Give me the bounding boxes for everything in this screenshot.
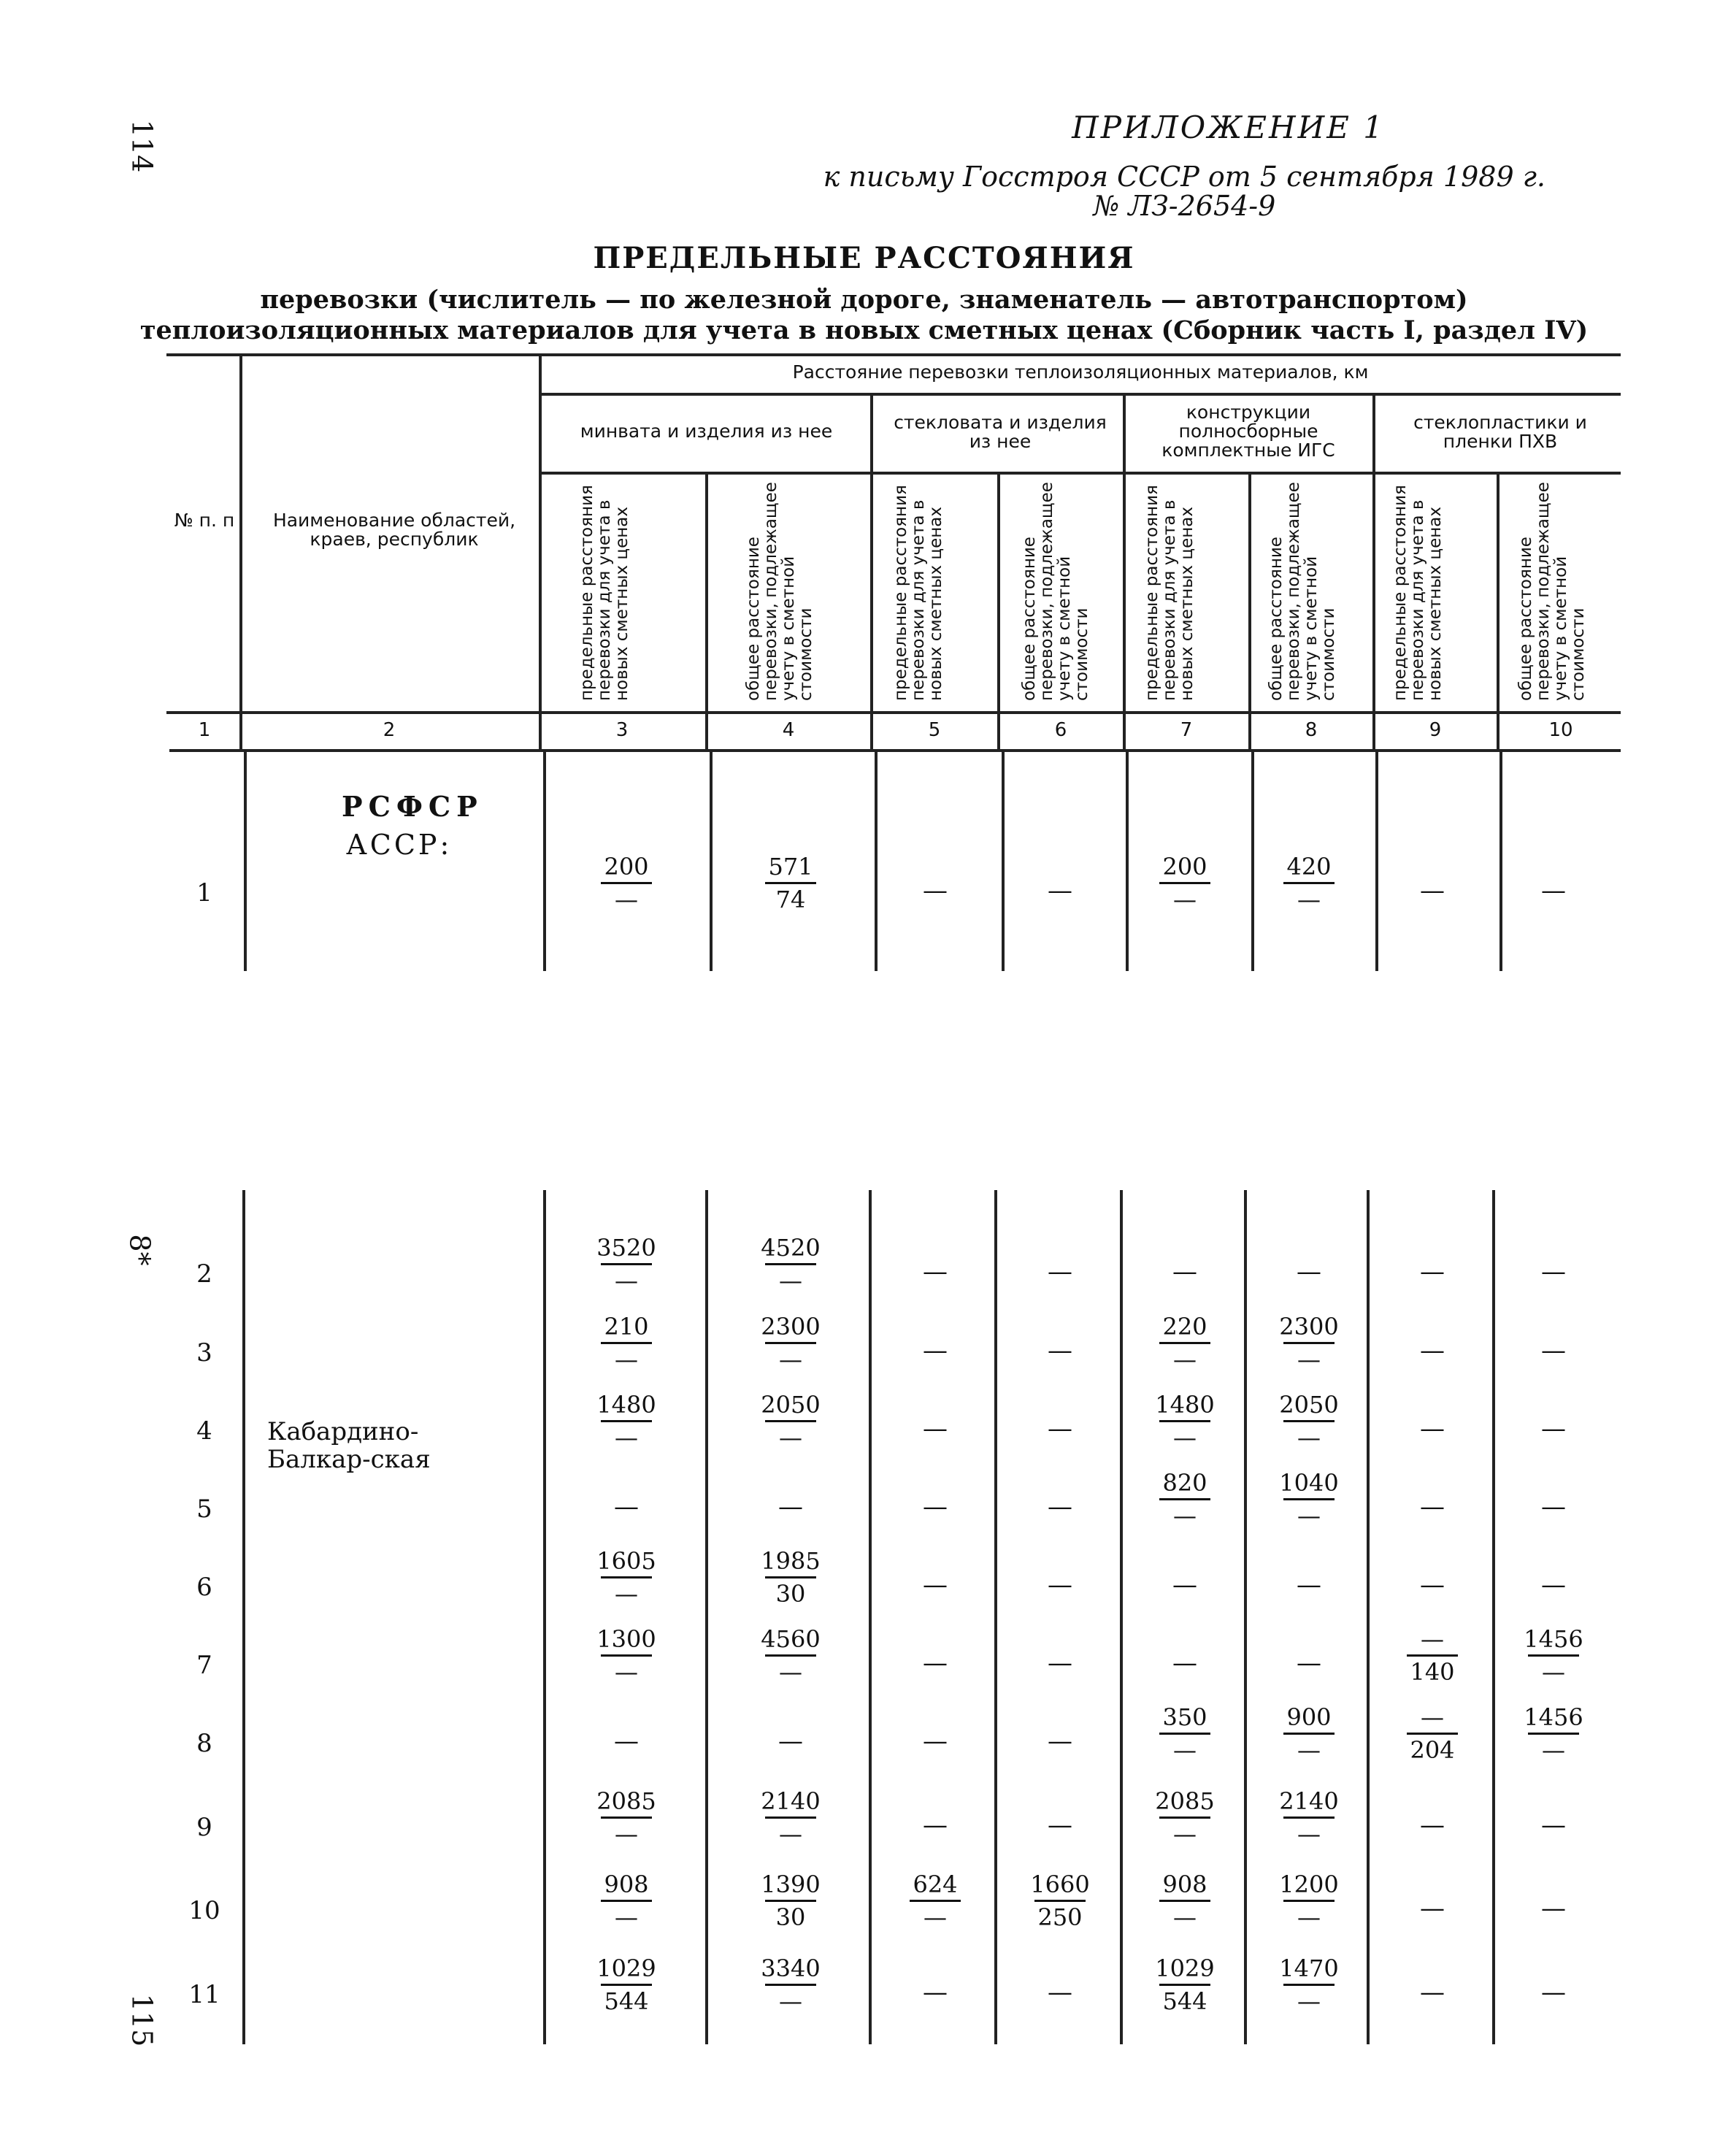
numerator-rail: 200 — [1162, 853, 1207, 881]
row-number: 9 — [196, 1813, 212, 1842]
numerator-rail: 220 — [1162, 1313, 1207, 1340]
fraction-cell — [1262, 1389, 1356, 1453]
vline-9 — [1497, 472, 1499, 749]
fraction-cell — [579, 851, 674, 915]
denominator-road: 140 — [1410, 1658, 1455, 1686]
denominator-road: — — [1173, 1346, 1197, 1373]
numerator-rail: 1985 — [761, 1547, 821, 1575]
empty-cell-dash: — — [1048, 1492, 1072, 1522]
denominator-road: — — [1542, 1658, 1565, 1686]
row-number: 6 — [196, 1573, 212, 1602]
denominator-road: — — [1173, 1903, 1197, 1931]
letter-reference — [823, 162, 1545, 220]
document-title: ПРЕДЕЛЬНЫЕ РАССТОЯНИЯ — [593, 241, 1135, 275]
denominator-road: — — [1297, 1346, 1321, 1373]
empty-cell-dash: — — [1420, 1978, 1445, 2007]
row-number: 8 — [196, 1729, 212, 1758]
b1-v8 — [1375, 752, 1378, 971]
empty-cell-dash: — — [1297, 1649, 1321, 1678]
empty-cell-dash: — — [1541, 1414, 1566, 1443]
b1-v4 — [875, 752, 878, 971]
fraction-cell — [1137, 1869, 1232, 1933]
empty-cell-dash: — — [1048, 1570, 1072, 1600]
empty-cell-dash: — — [778, 1727, 803, 1756]
empty-cell-dash: — — [1048, 1978, 1072, 2007]
colnum-8: 8 — [1305, 719, 1318, 741]
empty-cell-dash: — — [1541, 876, 1566, 905]
denominator-road: — — [1297, 1502, 1321, 1530]
fraction-cell — [743, 1389, 838, 1453]
numerator-rail: 2050 — [1279, 1391, 1339, 1419]
denominator-road: — — [1297, 1424, 1321, 1451]
colnum-4: 4 — [782, 719, 795, 741]
b2-v9 — [1492, 1190, 1495, 2044]
fraction-cell — [579, 1953, 674, 2017]
empty-cell-dash: — — [1541, 1894, 1566, 1923]
numerator-rail: 1660 — [1030, 1871, 1090, 1898]
denominator-road: 30 — [775, 1903, 806, 1931]
denominator-road: — — [615, 1658, 638, 1686]
group-igs: конструкции полносборные комплектные ИГС — [1161, 402, 1335, 461]
b2-v6 — [1120, 1190, 1123, 2044]
denominator-road: 250 — [1037, 1903, 1083, 1931]
numerator-rail: 2085 — [1155, 1787, 1215, 1815]
section-assr: АССР: — [346, 829, 453, 861]
denominator-road: — — [779, 1658, 802, 1686]
b2-v5 — [994, 1190, 997, 2044]
numerator-rail: 571 — [768, 853, 813, 881]
fraction-cell — [1385, 1702, 1480, 1765]
fraction-cell — [1137, 1702, 1232, 1765]
empty-cell-dash: — — [1048, 1414, 1072, 1443]
denominator-road: — — [1297, 1903, 1321, 1931]
empty-cell-dash: — — [1541, 1492, 1566, 1522]
denominator-road: — — [1297, 1987, 1321, 2015]
denominator-road: — — [615, 1903, 638, 1931]
numerator-rail: 1480 — [1155, 1391, 1215, 1419]
rule-colnums-bottom — [169, 749, 1621, 752]
empty-cell-dash: — — [1541, 1336, 1566, 1365]
b1-v2 — [543, 752, 546, 971]
row-number: 5 — [196, 1495, 212, 1524]
empty-cell-dash: — — [1420, 1336, 1445, 1365]
fraction-cell — [888, 1869, 983, 1933]
letter-ref-line2: № ЛЗ-2654-9 — [1093, 190, 1276, 222]
fraction-cell — [1262, 851, 1356, 915]
vline-3 — [705, 472, 708, 749]
numerator-rail: 1456 — [1524, 1703, 1583, 1731]
b1-v9 — [1499, 752, 1502, 971]
document-subtitle — [0, 285, 1728, 346]
sub-7: предельные расстояния перевозки для учета в новых сметных ценах — [1143, 485, 1197, 701]
b2-v4 — [869, 1190, 872, 2044]
fraction-cell — [743, 1311, 838, 1375]
colnum-2: 2 — [383, 719, 396, 741]
denominator-road: 204 — [1410, 1736, 1455, 1764]
empty-cell-dash: — — [1420, 1492, 1445, 1522]
fraction-cell — [1262, 1468, 1356, 1531]
fraction-cell — [1262, 1311, 1356, 1375]
b2-v1 — [242, 1190, 245, 2044]
fraction-cell — [579, 1786, 674, 1849]
row-region-name: Кабардино-Балкар-ская — [267, 1417, 431, 1474]
empty-cell-dash: — — [923, 1257, 948, 1286]
denominator-road: 30 — [775, 1580, 806, 1608]
row-number: 2 — [196, 1259, 212, 1289]
empty-cell-dash: — — [614, 1727, 639, 1756]
numerator-rail: 420 — [1286, 853, 1332, 881]
numerator-rail: 624 — [913, 1871, 958, 1898]
numerator-rail: 900 — [1286, 1703, 1332, 1731]
fraction-cell — [743, 1232, 838, 1296]
colnum-7: 7 — [1180, 719, 1193, 741]
b1-v1 — [244, 752, 247, 971]
numerator-rail: 1029 — [1155, 1954, 1215, 1982]
denominator-road: — — [615, 1267, 638, 1294]
fraction-cell — [579, 1232, 674, 1296]
empty-cell-dash: — — [1420, 876, 1445, 905]
fraction-cell — [743, 1624, 838, 1687]
super-header: Расстояние перевозки теплоизоляционных материалов, км — [792, 361, 1369, 383]
numerator-rail: 1456 — [1524, 1625, 1583, 1653]
denominator-road: — — [1173, 1736, 1197, 1764]
empty-cell-dash: — — [1541, 1257, 1566, 1286]
fraction-cell — [1137, 1468, 1232, 1531]
row-number: 1 — [196, 878, 212, 908]
fraction-cell — [579, 1389, 674, 1453]
numerator-rail: 2300 — [761, 1313, 821, 1340]
numerator-rail: 1605 — [596, 1547, 656, 1575]
subtitle-line2: теплоизоляционных материалов для учета в новых сметных ценах (Сборник часть I, раздел IV) — [139, 315, 1589, 345]
empty-cell-dash: — — [1420, 1257, 1445, 1286]
fraction-cell — [743, 1546, 838, 1609]
fraction-cell — [743, 851, 838, 915]
colnum-9: 9 — [1429, 719, 1442, 741]
numerator-rail: 1390 — [761, 1871, 821, 1898]
empty-cell-dash: — — [1048, 1257, 1072, 1286]
denominator-road: 544 — [604, 1987, 649, 2015]
numerator-rail: 1040 — [1279, 1469, 1339, 1497]
fraction-cell — [1385, 1624, 1480, 1687]
fraction-cell — [743, 1953, 838, 2017]
empty-cell-dash: — — [1048, 876, 1072, 905]
col-no-header: № п. п — [174, 510, 235, 531]
fraction-cell — [1137, 1389, 1232, 1453]
left-page-number: 114 — [126, 119, 158, 173]
sub-8: общее расстояние перевозки, подлежащее учету в сметной стоимости — [1267, 482, 1338, 701]
numerator-rail: 820 — [1162, 1469, 1207, 1497]
numerator-rail: 1029 — [596, 1954, 656, 1982]
numerator-rail: 3520 — [596, 1234, 656, 1262]
empty-cell-dash: — — [923, 1492, 948, 1522]
denominator-road: — — [779, 1987, 802, 2015]
denominator-road: — — [1297, 886, 1321, 913]
fraction-cell — [1262, 1786, 1356, 1849]
colnum-1: 1 — [198, 719, 211, 741]
numerator-rail: 4520 — [761, 1234, 821, 1262]
numerator-rail: 908 — [1162, 1871, 1207, 1898]
subtitle-line1: перевозки (числитель — по железной дороге, знаменатель — автотранспортом) — [260, 285, 1468, 315]
sub-4: общее расстояние перевозки, подлежащее учету в сметной стоимости — [744, 482, 815, 701]
fraction-cell — [1137, 851, 1232, 915]
denominator-road: — — [1542, 1736, 1565, 1764]
fraction-cell — [1262, 1869, 1356, 1933]
denominator-road: — — [615, 1424, 638, 1451]
row-number: 11 — [188, 1980, 220, 2009]
row-number: 7 — [196, 1651, 212, 1680]
empty-cell-dash: — — [923, 876, 948, 905]
right-page-number: 115 — [126, 1993, 158, 2047]
group-pvc: стеклопластики и пленки ПХВ — [1413, 412, 1587, 452]
denominator-road: — — [615, 1346, 638, 1373]
sub-3: предельные расстояния перевозки для учета в новых сметных ценах — [577, 485, 631, 701]
sub-9: предельные расстояния перевозки для учета в новых сметных ценах — [1391, 485, 1445, 701]
numerator-rail: 2140 — [761, 1787, 821, 1815]
colnum-5: 5 — [928, 719, 941, 741]
colnum-3: 3 — [615, 719, 629, 741]
numerator-rail: 350 — [1162, 1703, 1207, 1731]
numerator-rail: 3340 — [761, 1954, 821, 1982]
fraction-cell — [579, 1869, 674, 1933]
numerator-rail: — — [1421, 1703, 1444, 1731]
empty-cell-dash: — — [923, 1414, 948, 1443]
b2-v7 — [1244, 1190, 1247, 2044]
letter-ref-line1: к письму Госстроя СССР от 5 сентября 1989 г. — [823, 161, 1545, 193]
vline-5 — [997, 472, 1000, 749]
row-number: 4 — [196, 1416, 212, 1446]
denominator-road: — — [779, 1424, 802, 1451]
empty-cell-dash: — — [1172, 1570, 1197, 1600]
numerator-rail: 1300 — [596, 1625, 656, 1653]
empty-cell-dash: — — [1172, 1649, 1197, 1678]
empty-cell-dash: — — [923, 1811, 948, 1840]
denominator-road: — — [1297, 1820, 1321, 1848]
empty-cell-dash: — — [1420, 1894, 1445, 1923]
numerator-rail: 2050 — [761, 1391, 821, 1419]
fraction-cell — [1137, 1786, 1232, 1849]
empty-cell-dash: — — [1541, 1570, 1566, 1600]
denominator-road: 544 — [1162, 1987, 1207, 2015]
vline-4 — [870, 394, 873, 749]
fraction-cell — [1262, 1702, 1356, 1765]
numerator-rail: 1200 — [1279, 1871, 1339, 1898]
colnum-10: 10 — [1548, 719, 1573, 741]
empty-cell-dash: — — [1048, 1649, 1072, 1678]
vline-8 — [1372, 394, 1375, 749]
numerator-rail: — — [1421, 1625, 1444, 1653]
empty-cell-dash: — — [1420, 1811, 1445, 1840]
denominator-road: 74 — [775, 886, 806, 913]
rule-top — [166, 353, 1621, 356]
vline-7 — [1248, 472, 1251, 749]
vline-6 — [1123, 394, 1126, 749]
fraction-cell — [1262, 1953, 1356, 2017]
row-number: 10 — [188, 1896, 220, 1925]
sub-10: общее расстояние перевозки, подлежащее учету в сметной стоимости — [1516, 482, 1588, 701]
empty-cell-dash: — — [1172, 1257, 1197, 1286]
signature-mark: 8* — [123, 1234, 156, 1266]
numerator-rail: 2085 — [596, 1787, 656, 1815]
empty-cell-dash: — — [1297, 1570, 1321, 1600]
denominator-road: — — [615, 1820, 638, 1848]
sub-6: общее расстояние перевозки, подлежащее учету в сметной стоимости — [1020, 482, 1091, 701]
colnum-6: 6 — [1054, 719, 1067, 741]
empty-cell-dash: — — [778, 1492, 803, 1522]
denominator-road: — — [779, 1820, 802, 1848]
empty-cell-dash: — — [1420, 1570, 1445, 1600]
rule-colnums-top — [166, 711, 1621, 714]
b2-v2 — [543, 1190, 546, 2044]
numerator-rail: 2300 — [1279, 1313, 1339, 1340]
b1-v6 — [1126, 752, 1129, 971]
fraction-cell — [1137, 1953, 1232, 2017]
numerator-rail: 908 — [604, 1871, 649, 1898]
fraction-cell — [743, 1869, 838, 1933]
empty-cell-dash: — — [1297, 1257, 1321, 1286]
fraction-cell — [579, 1546, 674, 1609]
vline-2 — [539, 356, 542, 749]
fraction-cell — [1506, 1702, 1601, 1765]
fraction-cell — [579, 1624, 674, 1687]
sub-5: предельные расстояния перевозки для учета в новых сметных ценах — [891, 485, 945, 701]
empty-cell-dash: — — [923, 1727, 948, 1756]
empty-cell-dash: — — [1541, 1978, 1566, 2007]
empty-cell-dash: — — [1048, 1336, 1072, 1365]
b1-v3 — [710, 752, 713, 971]
denominator-road: — — [1173, 1424, 1197, 1451]
numerator-rail: 200 — [604, 853, 649, 881]
fraction-cell — [1137, 1311, 1232, 1375]
numerator-rail: 1480 — [596, 1391, 656, 1419]
appendix-label: ПРИЛОЖЕНИЕ 1 — [1072, 110, 1385, 145]
fraction-cell — [1506, 1624, 1601, 1687]
numerator-rail: 2140 — [1279, 1787, 1339, 1815]
numerator-rail: 210 — [604, 1313, 649, 1340]
group-steklovata: стекловата и изделия из нее — [894, 412, 1107, 452]
vline-1 — [239, 356, 242, 749]
empty-cell-dash: — — [923, 1978, 948, 2007]
empty-cell-dash: — — [1420, 1414, 1445, 1443]
empty-cell-dash: — — [923, 1570, 948, 1600]
b2-v3 — [705, 1190, 708, 2044]
denominator-road: — — [779, 1346, 802, 1373]
b2-v8 — [1367, 1190, 1370, 2044]
empty-cell-dash: — — [923, 1649, 948, 1678]
denominator-road: — — [1173, 1502, 1197, 1530]
fraction-cell — [1013, 1869, 1107, 1933]
b1-v5 — [1002, 752, 1005, 971]
group-minvata: минвата и изделия из нее — [580, 421, 833, 442]
empty-cell-dash: — — [614, 1492, 639, 1522]
col-name-header: Наименование областей, краев, республик — [272, 510, 516, 550]
denominator-road: — — [1297, 1736, 1321, 1764]
rule-super — [540, 393, 1621, 396]
row-number: 3 — [196, 1338, 212, 1367]
denominator-road: — — [615, 886, 638, 913]
denominator-road: — — [779, 1267, 802, 1294]
empty-cell-dash: — — [923, 1336, 948, 1365]
denominator-road: — — [1173, 886, 1197, 913]
fraction-cell — [743, 1786, 838, 1849]
denominator-road: — — [615, 1580, 638, 1608]
section-republic: РСФСР — [342, 790, 483, 823]
denominator-road: — — [1173, 1820, 1197, 1848]
b1-v7 — [1251, 752, 1254, 971]
numerator-rail: 1470 — [1279, 1954, 1339, 1982]
fraction-cell — [579, 1311, 674, 1375]
empty-cell-dash: — — [1541, 1811, 1566, 1840]
denominator-road: — — [923, 1903, 947, 1931]
numerator-rail: 4560 — [761, 1625, 821, 1653]
empty-cell-dash: — — [1048, 1727, 1072, 1756]
empty-cell-dash: — — [1048, 1811, 1072, 1840]
rule-groups — [540, 472, 1621, 475]
